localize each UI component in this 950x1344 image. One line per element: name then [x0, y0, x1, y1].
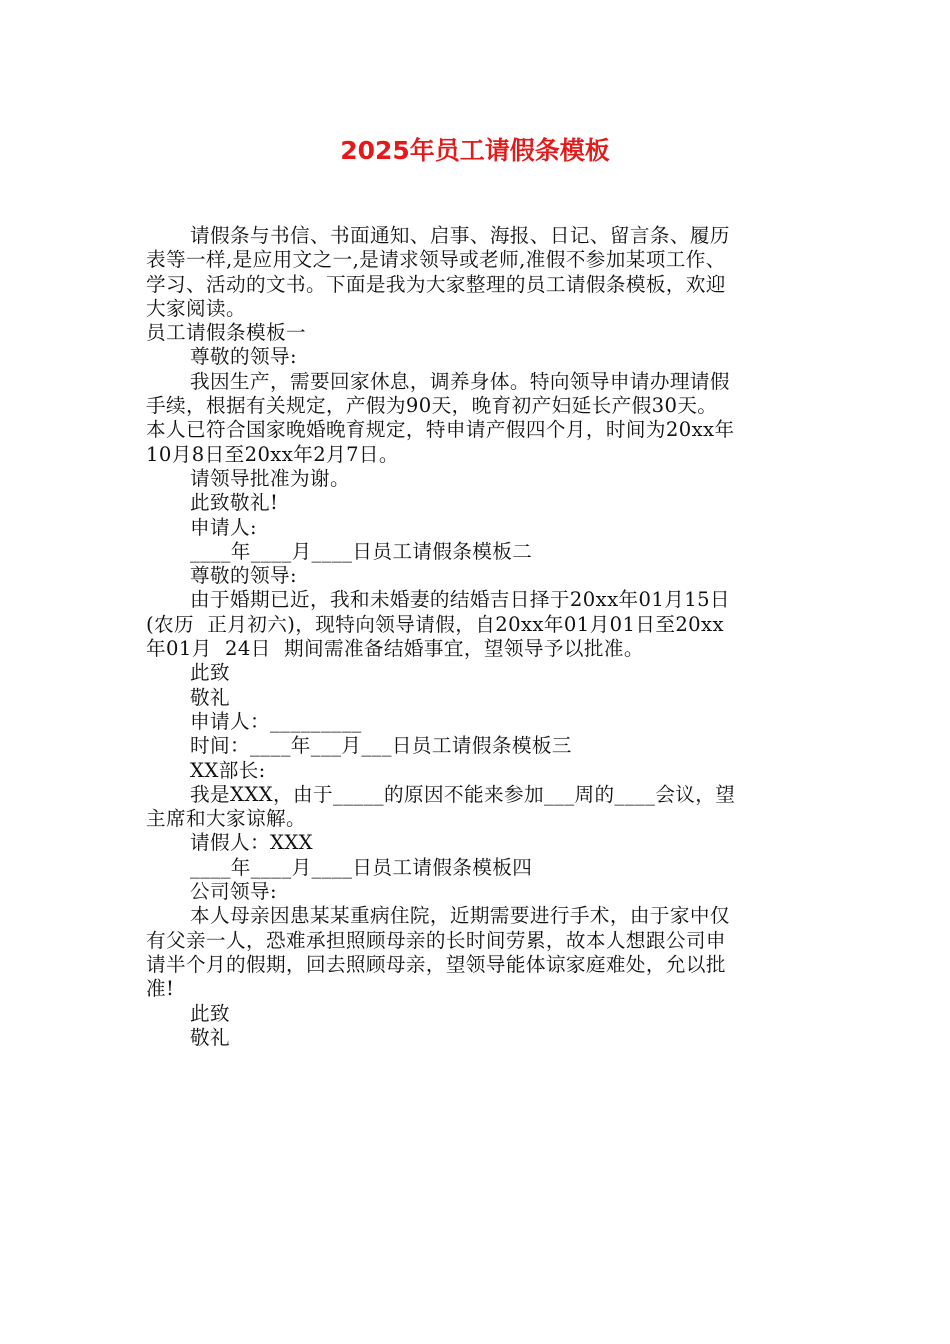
text-line: 我因生产，需要回家休息，调养身体。特向领导申请办理请假 [190, 369, 730, 393]
applicant-line: 申请人：_________ [190, 709, 362, 733]
text-line: 年01月 24日 期间需准备结婚事宜，望领导予以批准。 [146, 637, 644, 661]
closing: 此致敬礼! [190, 491, 279, 515]
text-line: (农历 正月初六)，现特向领导请假，自20xx年01月01日至20xx [146, 612, 724, 636]
date-line: 时间：____年___月___日员工请假条模板三 [190, 734, 572, 758]
closing: 敬礼 [190, 1025, 230, 1049]
text-line: 表等一样,是应用文之一,是请求领导或老师,准假不参加某项工作、 [146, 248, 726, 272]
page-title: 2025年员工请假条模板 [340, 136, 610, 165]
salutation: XX部长: [190, 758, 266, 782]
salutation: 公司领导: [190, 880, 277, 904]
text-line: 10月8日至20xx年2月7日。 [146, 442, 399, 466]
date-line: ____年____月____日员工请假条模板二 [190, 539, 533, 563]
text-line: 请半个月的假期，回去照顾母亲，望领导能体谅家庭难处，允以批 [146, 952, 726, 976]
salutation: 尊敬的领导: [190, 345, 297, 369]
document-body [146, 224, 810, 1050]
text-line: 我是XXX，由于_____的原因不能来参加___周的____会议，望 [190, 782, 736, 806]
text-line: 有父亲一人，恐难承担照顾母亲的长时间劳累，故本人想跟公司申 [146, 928, 726, 952]
text-line: 由于婚期已近，我和未婚妻的结婚吉日择于20xx年01月15日 [190, 588, 730, 612]
salutation: 尊敬的领导: [190, 564, 297, 588]
section-heading-1: 员工请假条模板一 [146, 321, 306, 345]
date-line: ____年____月____日员工请假条模板四 [190, 855, 533, 879]
text-line: 学习、活动的文书。下面是我为大家整理的员工请假条模板，欢迎 [146, 272, 726, 296]
applicant-line: 请假人：XXX [190, 831, 314, 855]
text-line: 大家阅读。 [146, 296, 246, 320]
text-line: 本人母亲因患某某重病住院，近期需要进行手术，由于家中仅 [190, 904, 730, 928]
closing: 敬礼 [190, 685, 230, 709]
closing: 此致 [190, 661, 230, 685]
text-line: 主席和大家谅解。 [146, 807, 306, 831]
text-line: 准! [146, 977, 175, 1001]
applicant-line: 申请人: [190, 515, 257, 539]
text-line: 手续，根据有关规定，产假为90天，晚育初产妇延长产假30天。 [146, 394, 718, 418]
text-line: 请领导批准为谢。 [190, 466, 350, 490]
text-line: 本人已符合国家晚婚晚育规定，特申请产假四个月，时间为20xx年 [146, 418, 735, 442]
closing: 此致 [190, 1001, 230, 1025]
text-line: 请假条与书信、书面通知、启事、海报、日记、留言条、履历 [190, 224, 730, 247]
